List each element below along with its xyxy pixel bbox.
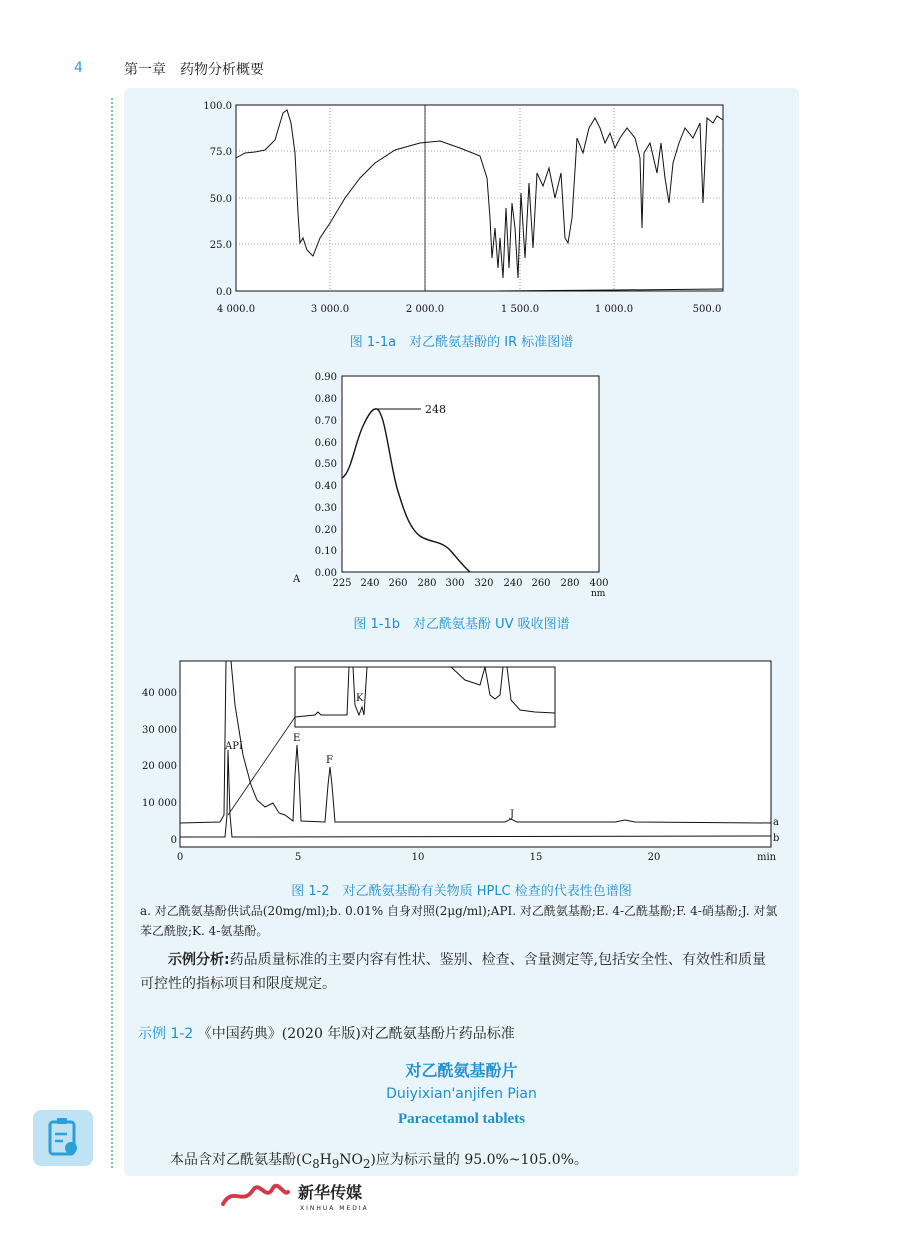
uv-ytick: 0.90 [314, 372, 337, 383]
page-number: 4 [74, 60, 83, 76]
hplc-ytick: 0 [170, 835, 177, 846]
publisher-name: 新华传媒 [298, 1183, 363, 1202]
hplc-ytick: 10 000 [142, 798, 177, 809]
ir-xtick: 2 000.0 [405, 304, 445, 315]
notes-icon [33, 1110, 93, 1166]
ir-ytick: 50.0 [209, 194, 232, 205]
monograph-title-pinyin: Duiyixian'anjifen Pian [386, 1086, 537, 1102]
peak-f-label: F [326, 755, 333, 766]
ir-ytick: 100.0 [203, 101, 232, 112]
hplc-xtick: 10 [411, 852, 425, 863]
ir-xtick: 500.0 [692, 304, 722, 315]
uv-xtick: 260 [531, 578, 551, 589]
ir-xtick: 4 000.0 [216, 304, 256, 315]
uv-xtick: 400 [589, 578, 609, 589]
uv-xtick: 260 [388, 578, 408, 589]
ir-ytick: 75.0 [209, 147, 232, 158]
uv-y-label: A [293, 574, 301, 585]
hplc-ytick: 20 000 [142, 761, 177, 772]
analysis-label: 示例分析: [168, 952, 230, 968]
trace-a-label: a [773, 817, 779, 828]
hplc-x-unit: min [757, 852, 777, 863]
ir-spectrum-chart [195, 98, 735, 320]
formula-sub: 2 [362, 1156, 371, 1171]
hplc-chromatogram [135, 655, 785, 867]
hplc-ytick: 30 000 [142, 725, 177, 736]
hplc-caption: 图 1-2 对乙酰氨基酚有关物质 HPLC 检查的代表性色谱图 [291, 884, 632, 899]
uv-ytick: 0.50 [314, 459, 337, 470]
peak-j-label: J [510, 809, 515, 820]
example-label: 示例 1-2 [138, 1026, 194, 1042]
uv-ytick: 0.10 [314, 546, 337, 557]
uv-ytick: 0.70 [314, 416, 337, 427]
content-text: NO [339, 1152, 363, 1168]
uv-xtick: 320 [474, 578, 494, 589]
formula-sub: 9 [331, 1156, 340, 1171]
uv-xtick: 240 [360, 578, 380, 589]
uv-ytick: 0.40 [314, 481, 337, 492]
hplc-xtick: 20 [647, 852, 661, 863]
uv-ytick: 0.00 [314, 568, 337, 579]
uv-spectrum-chart [285, 368, 625, 600]
example-heading [138, 1023, 515, 1043]
ir-caption: 图 1-1a 对乙酰氨基酚的 IR 标准图谱 [349, 335, 574, 350]
uv-ytick: 0.80 [314, 394, 337, 405]
hplc-xtick: 15 [529, 852, 543, 863]
publisher-logo [218, 1176, 418, 1216]
trace-b-label: b [773, 833, 780, 844]
publisher-sub: XINHUA MEDIA [300, 1205, 369, 1212]
uv-caption: 图 1-1b 对乙酰氨基酚 UV 吸收图谱 [353, 617, 570, 632]
monograph-title-cn: 对乙酰氨基酚片 [405, 1061, 518, 1080]
content-text: )应为标示量的 95.0%~105.0%。 [370, 1152, 588, 1168]
monograph-content [170, 1149, 810, 1175]
ir-xtick: 1 500.0 [500, 304, 540, 315]
peak-k-label: K [356, 693, 364, 704]
uv-x-unit: nm [591, 589, 606, 599]
ir-xtick: 1 000.0 [594, 304, 634, 315]
ir-xtick: 3 000.0 [310, 304, 350, 315]
ir-ytick: 25.0 [209, 240, 232, 251]
formula-sub: 8 [312, 1156, 320, 1171]
uv-xtick: 280 [417, 578, 437, 589]
peak-api-label: API [225, 741, 243, 752]
analysis-paragraph [140, 948, 780, 996]
hplc-legend: a. 对乙酰氨基酚供试品(20mg/ml);b. 0.01% 自身对照(2μg/ml);API. 对乙酰氨基酚;E. 4-乙酰基酚;F. 4-硝基酚;J. 对氯苯乙酰胺;K. 4-氨基酚。 [140, 904, 778, 938]
ir-ytick: 0.0 [216, 287, 232, 298]
uv-xtick: 240 [503, 578, 523, 589]
monograph-title-en: Paracetamol tablets [397, 1111, 526, 1127]
content-text: H [319, 1152, 332, 1168]
hplc-ytick: 40 000 [142, 688, 177, 699]
hplc-xtick: 5 [294, 852, 302, 863]
analysis-text: 药品质量标准的主要内容有性状、鉴别、检查、含量测定等,包括安全性、有效性和质量可控性的指标项目和限度规定。 [140, 952, 767, 992]
hplc-xtick: 0 [176, 852, 184, 863]
uv-ytick: 0.60 [314, 438, 337, 449]
uv-xtick: 225 [332, 578, 352, 589]
example-text: 《中国药典》(2020 年版)对乙酰氨基酚片药品标准 [197, 1026, 515, 1042]
uv-ytick: 0.30 [314, 503, 337, 514]
uv-ytick: 0.20 [314, 525, 337, 536]
uv-xtick: 300 [445, 578, 465, 589]
content-text: 本品含对乙酰氨基酚(C [170, 1152, 313, 1168]
uv-xtick: 280 [560, 578, 580, 589]
chapter-title: 第一章 药物分析概要 [124, 62, 264, 78]
uv-peak-label: 248 [425, 403, 446, 416]
margin-dotted-line [111, 98, 113, 1168]
peak-e-label: E [293, 733, 301, 744]
